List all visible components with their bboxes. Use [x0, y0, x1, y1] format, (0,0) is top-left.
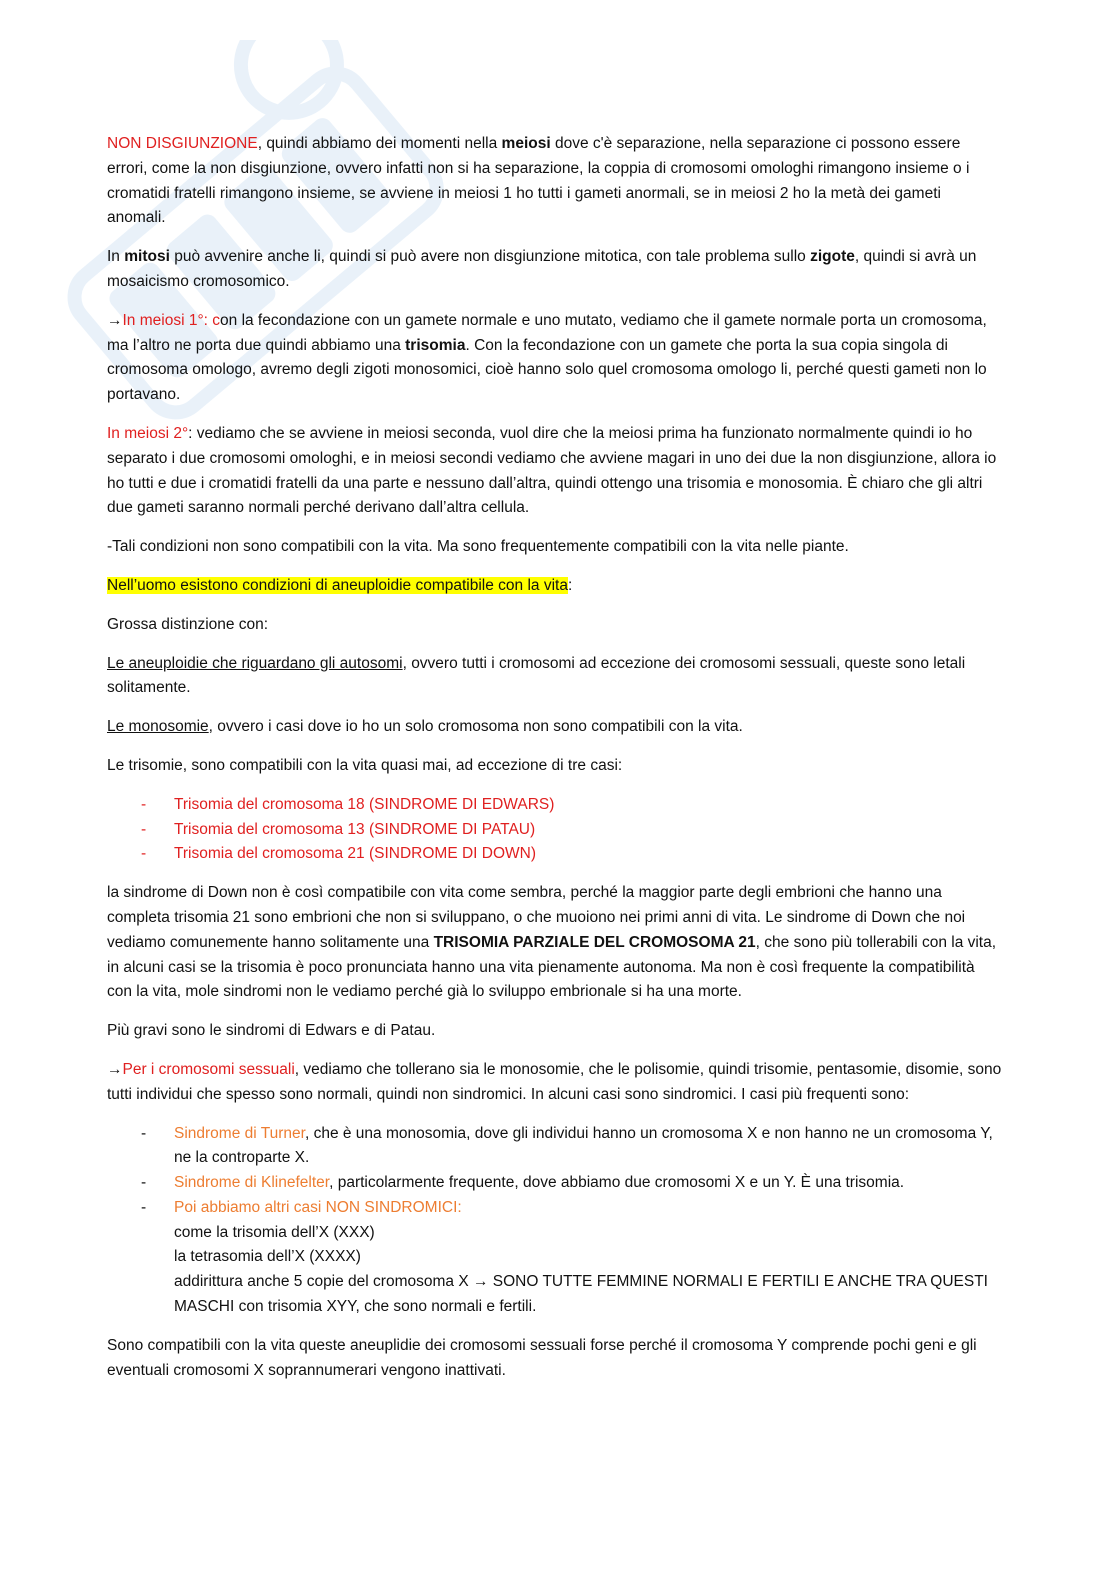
term-meiosi-2: In meiosi 2°	[107, 424, 189, 442]
sex-chromosome-list	[107, 1122, 1002, 1320]
term-klinefelter: Sindrome di Klinefelter	[174, 1174, 330, 1192]
paragraph-meiosi-2: In meiosi 2°: vediamo che se avviene in meiosi seconda, vuol dire che la meiosi prima ha funzionato normalmente quindi io ho separato i due cromosomi omologhi, e in meiosi secondi vediamo che avviene magari in uno dei due la non disgiunzione, allora io ho tutti e due i cromatidi fratelli da una parte e nessuno dall’altra, quindi ottengo una trisomia e monosomia. È chiaro che gli altri due gameti saranno normali perché derivano dall’altra cellula.	[107, 424, 997, 517]
arrow-icon: →	[472, 1273, 489, 1291]
term-meiosi-1: In meiosi 1°: c	[122, 311, 221, 329]
list-item: - Sindrome di Turner, che è una monosomia, dove gli individui hanno un cromosoma X e non hanno ne un cromosoma Y, ne la controparte X.	[141, 1124, 993, 1167]
term-turner: Sindrome di Turner	[174, 1124, 305, 1142]
arrow-icon: →	[107, 311, 123, 329]
document-body	[107, 132, 1002, 1397]
list-item: - Trisomia del cromosoma 13 (SINDROME DI PATAU)	[141, 820, 536, 838]
trisomy-list	[107, 793, 1002, 867]
list-item: - Poi abbiamo altri casi NON SINDROMICI: come la trisomia dell’X (XXX) la tetrasomia dell’X (XXXX) addirittura anche 5 copie del cromosoma X → SONO TUTTE FEMMINE NORMALI E FERTILI E ANCHE TRA QUESTI MASCHI con trisomia XYY, che sono normali e fertili.	[107, 1196, 1002, 1320]
paragraph-cromosomi-sessuali: →Per i cromosomi sessuali, vediamo che tollerano sia le monosomie, che le polisomie, quindi trisomie, pentasomie, disomie, sono tutti individui che spesso sono normali, quindi non sindromici. In alcuni casi sono sindromici. I casi più frequenti sono:	[107, 1060, 1002, 1103]
term-non-disgiunzione: NON DISGIUNZIONE	[107, 135, 258, 152]
highlighted-text: Nell’uomo esistono condizioni di aneuploidie compatibile con la vita	[107, 576, 568, 594]
paragraph-monosomie: Le monosomie, ovvero i casi dove io ho un solo cromosoma non sono compatibili con la vita.	[107, 718, 743, 736]
paragraph-non-disgiunzione: NON DISGIUNZIONE, quindi abbiamo dei momenti nella meiosi dove c'è separazione, nella separazione ci possono essere errori, come la non disgiunzione, ovvero infatti non si ha separazione, la coppia di cromosomi omologhi rimangono insieme o i cromatidi fratelli rimangono insieme, se avviene in meiosi 1 ho tutti i gameti anormali, se in meiosi 2 ho la metà dei gameti anomali.	[107, 135, 970, 227]
arrow-icon: →	[107, 1060, 123, 1078]
underlined-autosomi: Le aneuploidie che riguardano gli autosomi	[107, 654, 403, 672]
paragraph-distinzione: Grossa distinzione con:	[107, 615, 269, 633]
list-item: - Trisomia del cromosoma 21 (SINDROME DI DOWN)	[141, 845, 537, 863]
paragraph-mitosi: In mitosi può avvenire anche li, quindi si può avere non disgiunzione mitotica, con tale problema sullo zigote, quindi si avrà un mosaicismo cromosomico.	[107, 248, 977, 290]
paragraph-highlight: Nell’uomo esistono condizioni di aneuploidie compatibile con la vita:	[107, 576, 573, 594]
paragraph-down: la sindrome di Down non è così compatibile con vita come sembra, perché la maggior parte degli embrioni che hanno una completa trisomia 21 sono embrioni che non si sviluppano, o che muoiono nei primi anni di vita. Le sindrome di Down che noi vediamo comunemente hanno solitamente una TRISOMIA PARZIALE DEL CROMOSOMA 21, che sono più tollerabili con la vita, in alcuni casi se la trisomia è poco pronunciata hanno una vita pienamente autonoma. Ma non è così frequente la compatibilità con la vita, mole sindromi non le vediamo perché già lo sviluppo embrionale si ha una morte.	[107, 884, 997, 1001]
underlined-monosomie: Le monosomie	[107, 718, 209, 736]
paragraph-condizioni: -Tali condizioni non sono compatibili con la vita. Ma sono frequentemente compatibili con la vita nelle piante.	[107, 538, 849, 556]
term-cromosomi-sessuali: Per i cromosomi sessuali	[122, 1060, 295, 1078]
list-item: - Trisomia del cromosoma 18 (SINDROME DI EDWARS)	[141, 795, 555, 813]
paragraph-meiosi-1: →In meiosi 1°: con la fecondazione con un gamete normale e uno mutato, vediamo che il gamete normale porta un cromosoma, ma l’altro ne porta due quindi abbiamo una trisomia. Con la fecondazione con un gamete che porta la sua copia singola di cromosoma omologo, avremo degli zigoti monosomici, cioè hanno solo quel cromosoma omologo li, perché questi gameti non lo portavano.	[107, 311, 987, 404]
term-non-sindromici: Poi abbiamo altri casi NON SINDROMICI:	[174, 1198, 462, 1216]
paragraph-gravi: Più gravi sono le sindromi di Edwars e di Patau.	[107, 1022, 436, 1040]
paragraph-trisomie: Le trisomie, sono compatibili con la vita quasi mai, ad eccezione di tre casi:	[107, 756, 623, 774]
paragraph-autosomi: Le aneuploidie che riguardano gli autosomi, ovvero tutti i cromosomi ad eccezione dei cromosomi sessuali, queste sono letali solitamente.	[107, 654, 966, 697]
list-item: - Sindrome di Klinefelter, particolarmente frequente, dove abbiamo due cromosomi X e un Y. È una trisomia.	[141, 1174, 905, 1192]
paragraph-conclusione: Sono compatibili con la vita queste aneuplidie dei cromosomi sessuali forse perché il cromosoma Y comprende pochi geni e gli eventuali cromosomi X soprannumerari vengono inattivati.	[107, 1336, 977, 1379]
